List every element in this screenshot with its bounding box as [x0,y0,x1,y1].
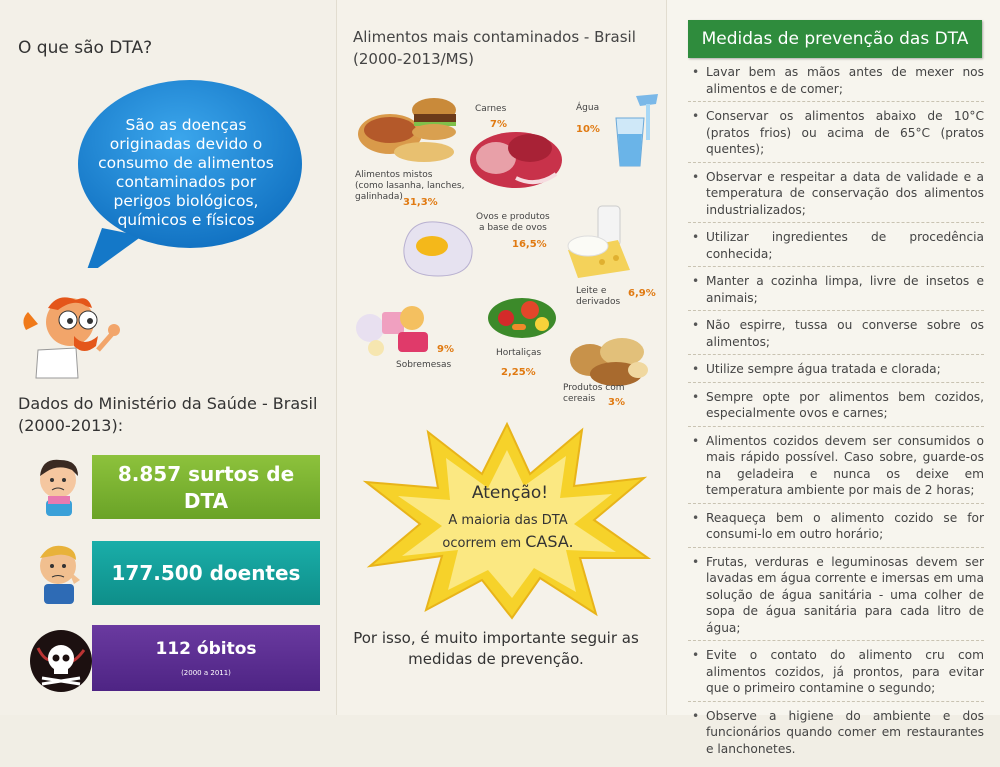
sick-boy-icon [28,540,94,606]
food-pct-cereals: 3% [608,397,625,408]
food-label-cereals-line2: cereais [563,394,596,404]
dairy-image [558,200,638,280]
vegetables-image [486,288,558,340]
stat-outbreaks-line1: 8.857 surtos de [117,462,295,486]
prevention-item: • Frutas, verduras e leguminosas devem ser lavadas em água corrente e imersas em uma solução de água sanitária - uma colher de sopa de água sanitária para cada litro de água; [688,554,984,642]
attention-line1: A maioria das DTA [448,513,568,528]
food-label-mixed-line1: Alimentos mistos [355,170,433,180]
food-label-cereals-line1: Produtos com [563,383,625,393]
prevention-item: • Utilize sempre água tratada e clorada; [688,361,984,383]
stat-deaths-value: 112 óbitos [155,639,257,659]
stat-patients: 177.500 doentes [92,541,320,605]
food-label-dairy-line1: Leite e [576,286,607,296]
food-label-meats: Carnes [475,104,507,114]
mixed-foods-image [354,90,460,165]
food-pct-desserts: 9% [437,344,454,355]
prevention-item: • Utilizar ingredientes de procedência conhecida; [688,229,984,267]
prevention-header: Medidas de prevenção das DTA [688,20,982,58]
contaminated-foods-title [353,26,636,70]
food-pct-vegetables: 2,25% [501,367,536,378]
food-label-eggs-line2: a base de ovos [478,223,547,233]
prevention-item: • Lavar bem as mãos antes de mexer nos alimentos e de comer; [688,64,984,102]
prevention-item: • Observe a higiene do ambiente e dos funcionários quando comer em restaurantes e lanchonetes. [688,708,984,762]
sick-girl-icon [28,454,94,520]
prevention-item: • Manter a cozinha limpa, livre de insetos e animais; [688,273,984,311]
ministry-data-line2: (2000-2013): [18,416,124,435]
prevention-item: • Não espirre, tussa ou converse sobre os alimentos; [688,317,984,355]
stat-outbreaks [92,455,320,519]
ministry-data-line1: Dados do Ministério da Saúde - Brasil [18,394,318,413]
prevention-item: • Observar e respeitar a data de validade e a temperatura de conservação dos alimentos industrializados; [688,169,984,224]
contaminated-foods-title-line2: (2000-2013/MS) [353,50,474,68]
meats-image [466,118,566,193]
what-are-dta-title: O que são DTA? [18,38,153,58]
speech-bubble [72,78,302,268]
prevention-item: • Alimentos cozidos devem ser consumidos o mais rápido possível. Caso sobre, guarde-os na geladeira e nunca os deixe em temperatura ambiente por mais de 2 horas; [688,433,984,504]
food-label-dairy-line2: derivados [576,297,621,307]
ministry-data-title [18,393,317,437]
attention-line2-text: ocorrem em [442,536,522,551]
attention-line2 [418,531,598,554]
prevention-item: • Evite o contato do alimento cru com alimentos cozidos, já prontos, para evitar que o primeiro contamine o segundo; [688,647,984,702]
stat-outbreaks-line2: DTA [183,489,229,513]
food-pct-meats: 7% [490,119,507,130]
prevention-list [688,64,984,767]
stat-deaths [92,625,320,691]
cereals-image [568,330,650,388]
attention-casa: CASA. [525,532,574,551]
food-label-eggs [476,212,550,234]
skull-icon [28,628,94,694]
food-label-dairy [576,286,620,308]
food-pct-eggs: 16,5% [512,239,547,250]
desserts-image [352,292,438,358]
food-label-mixed-line2: (como lasanha, lanches, [355,181,465,191]
food-label-water: Água [576,103,600,113]
prevention-item: • Conservar os alimentos abaixo de 10°C (pratos frios) ou acima de 65°C (pratos quentes); [688,108,984,163]
food-label-eggs-line1: Ovos e produtos [476,212,550,222]
follow-measures-text [346,628,646,670]
dta-definition: São as doenças originadas devido o consumo de alimentos contaminados por perigos biológicos, químicos e físicos [98,116,274,229]
food-label-vegetables: Hortaliças [496,348,542,358]
food-label-mixed-line3: galinhada) [355,192,403,202]
food-pct-water: 10% [576,124,600,135]
attention-text [418,510,598,554]
food-pct-mixed: 31,3% [403,197,438,208]
follow-measures-line2: medidas de prevenção. [408,650,584,668]
water-glass-image [606,94,660,170]
prevention-item: • Reaqueça bem o alimento cozido se for consumi-lo em outro horário; [688,510,984,548]
prevention-item: • Sempre opte por alimentos bem cozidos, especialmente ovos e carnes; [688,389,984,427]
contaminated-foods-title-line1: Alimentos mais contaminados - Brasil [353,28,636,46]
eggs-image [398,218,478,280]
stat-deaths-note: (2000 a 2011) [181,669,231,677]
scientist-mascot-icon [18,290,128,380]
attention-title: Atenção! [471,483,549,503]
food-pct-dairy: 6,9% [628,288,656,299]
follow-measures-line1: Por isso, é muito importante seguir as [353,629,639,647]
food-label-desserts: Sobremesas [396,360,452,370]
